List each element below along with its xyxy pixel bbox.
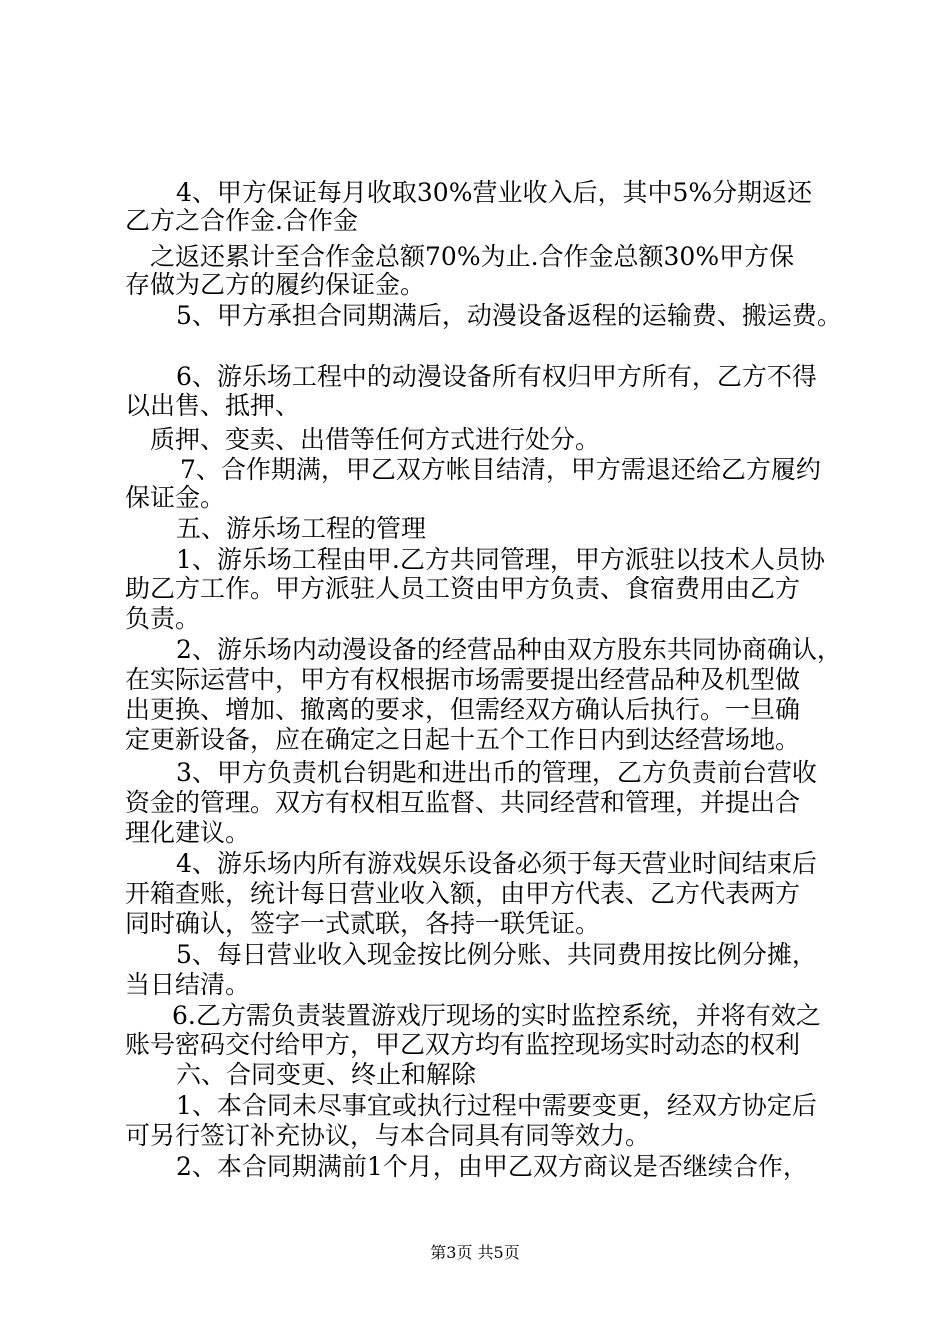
body-line: 负责。	[125, 604, 201, 633]
body-line: 6.乙方需负责装置游戏厅现场的实时监控系统，并将有效之	[172, 1001, 821, 1030]
body-line: 3、甲方负责机台钥匙和进出币的管理，乙方负责前台营收	[176, 758, 817, 787]
section-heading: 五、游乐场工程的管理	[176, 514, 427, 543]
body-line: 以出售、抵押、	[125, 391, 301, 420]
body-line: 理化建议。	[125, 818, 251, 847]
body-line: 5、甲方承担合同期满后，动漫设备返程的运输费、搬运费。	[176, 301, 842, 330]
body-line: 1、游乐场工程由甲.乙方共同管理，甲方派驻以技术人员协	[176, 545, 825, 574]
body-line: 质押、变卖、出借等任何方式进行处分。	[150, 425, 601, 454]
body-line: 7、合作期满，甲乙双方帐目结清，甲方需退还给乙方履约	[180, 455, 821, 484]
page-footer: 第3页 共5页	[430, 1243, 520, 1262]
body-line: 账号密码交付给甲方，甲乙双方均有监控现场实时动态的权利	[125, 1030, 801, 1059]
body-line: 同时确认，签字一式贰联，各持一联凭证。	[125, 909, 601, 938]
body-line: 存做为乙方的履约保证金。	[125, 270, 426, 299]
body-line: 助乙方工作。甲方派驻人员工资由甲方负责、食宿费用由乙方	[125, 574, 801, 603]
body-line: 之返还累计至合作金总额70%为止.合作金总额30%甲方保	[150, 242, 795, 271]
body-line: 开箱查账，统计每日营业收入额，由甲方代表、乙方代表两方	[125, 879, 801, 908]
body-line: 乙方之合作金.合作金	[125, 206, 358, 235]
body-line: 出更换、增加、撤离的要求，但需经双方确认后执行。一旦确	[125, 695, 801, 724]
body-line: 在实际运营中，甲方有权根据市场需要提出经营品种及机型做	[125, 665, 801, 694]
body-line: 定更新设备，应在确定之日起十五个工作日内到达经营场地。	[125, 725, 801, 754]
body-line: 6、游乐场工程中的动漫设备所有权归甲方所有，乙方不得	[176, 362, 817, 391]
body-line: 4、游乐场内所有游戏娱乐设备必须于每天营业时间结束后	[176, 849, 817, 878]
body-line: 5、每日营业收入现金按比例分账、共同费用按比例分摊，	[176, 940, 817, 969]
body-line: 当日结清。	[125, 970, 251, 999]
section-heading: 六、合同变更、终止和解除	[176, 1060, 477, 1089]
body-line: 4、甲方保证每月收取30%营业收入后，其中5%分期返还	[176, 178, 813, 207]
body-line: 2、本合同期满前1个月，由甲乙双方商议是否继续合作，	[176, 1152, 808, 1181]
body-line: 可另行签订补充协议，与本合同具有同等效力。	[125, 1121, 651, 1150]
body-line: 保证金。	[125, 483, 226, 512]
body-line: 1、本合同未尽事宜或执行过程中需要变更，经双方协定后	[176, 1091, 817, 1120]
body-line: 资金的管理。双方有权相互监督、共同经营和管理，并提出合	[125, 788, 801, 817]
body-line: 2、游乐场内动漫设备的经营品种由双方股东共同协商确认，	[176, 635, 842, 664]
